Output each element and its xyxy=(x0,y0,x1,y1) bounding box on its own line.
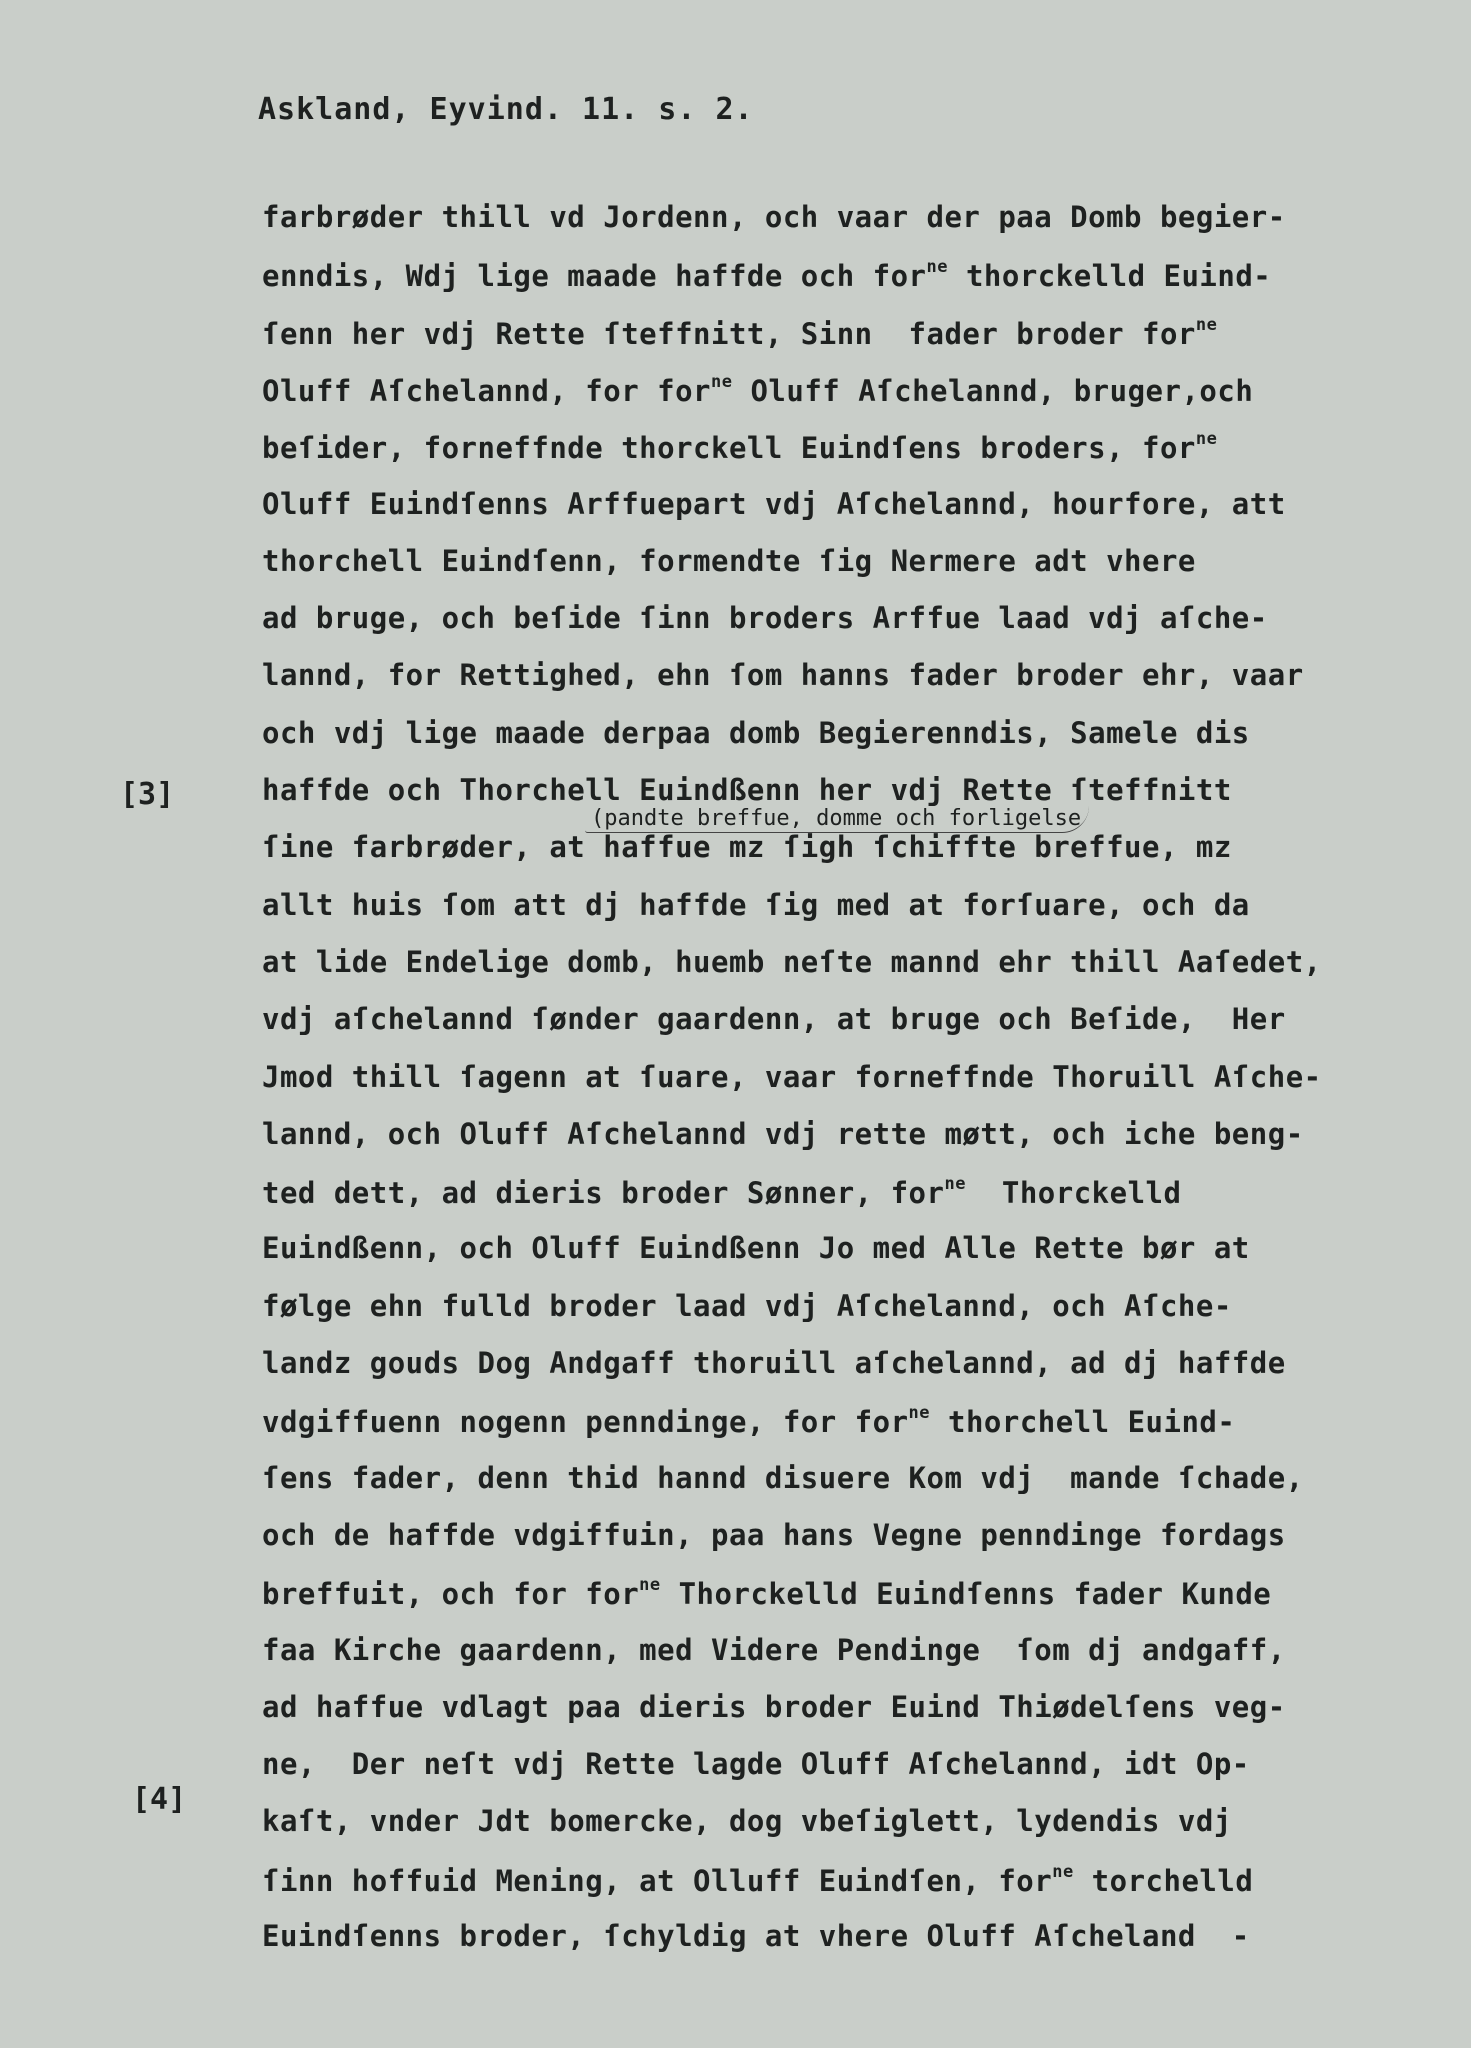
line-text: ad haffue vdlagt paa dieris broder Euind Thiødelſens veg- xyxy=(262,1689,1286,1724)
superscript-abbrev: ne xyxy=(1195,429,1218,450)
line-text: landz gouds Dog Andgaff thoruill aſchelannd, ad dj haffde xyxy=(262,1346,1286,1380)
line-text: och de haffde vdgiffuin, paa hans Vegne penndinge fordags xyxy=(262,1517,1286,1552)
text-line xyxy=(262,1747,1250,1787)
text-line xyxy=(262,945,1322,985)
text-line xyxy=(262,372,1253,412)
superscript-abbrev: ne xyxy=(639,1575,661,1596)
line-text: vdj aſchelannd ſønder gaardenn, at bruge och Beſide, Her xyxy=(262,1002,1286,1037)
text-line xyxy=(262,1461,1304,1501)
text-line xyxy=(262,544,1196,584)
line-text: vdgiffuenn nogenn penndinge, for for xyxy=(262,1405,909,1440)
line-text: breffuit, och for for xyxy=(262,1577,640,1612)
line-text: faa Kirche gaardenn, med Videre Pendinge ſom dj andgaff, xyxy=(262,1632,1286,1667)
line-text: haffde och Thorchell Euindßenn her vdj Rette ſteffnitt xyxy=(262,773,1232,807)
line-text: ſenn her vdj Rette ſteffnitt, Sinn fader broder for xyxy=(262,316,1196,351)
line-text: beſider, forneffnde thorckell Euindſens broders, for xyxy=(262,431,1196,466)
text-line xyxy=(262,1346,1286,1386)
line-text: ſine farbrøder, at haffue mz ſigh ſchiffte breffue, mz xyxy=(262,830,1232,865)
text-line xyxy=(262,830,1232,870)
superscript-abbrev: ne xyxy=(926,257,948,278)
page-header: Askland, Eyvind. 11. s. 2. xyxy=(258,92,754,127)
text-line xyxy=(262,601,1268,641)
superscript-abbrev: ne xyxy=(711,371,733,392)
text-line xyxy=(262,1231,1250,1271)
text-line xyxy=(262,888,1250,928)
line-text-after: thorckelld Euind- xyxy=(948,259,1272,294)
line-text-after: Thorckelld xyxy=(965,1176,1182,1211)
line-text: och vdj lige maade derpaa domb Begierenndis, Samele dis xyxy=(262,715,1250,750)
superscript-abbrev: ne xyxy=(944,1174,966,1195)
handwritten-insertion: (pandte breffue, domme och forligelse xyxy=(585,806,1089,833)
line-text: allt huis ſom att dj haffde ſig med at forſuare, och da xyxy=(262,887,1250,922)
text-line xyxy=(262,1002,1286,1042)
text-line xyxy=(262,716,1250,756)
text-line xyxy=(262,1174,1181,1214)
text-line xyxy=(262,1633,1286,1673)
margin-note-4: [4] xyxy=(132,1782,187,1817)
superscript-abbrev: ne xyxy=(908,1403,931,1424)
superscript-abbrev: ne xyxy=(1052,1861,1074,1882)
line-text: thorchell Euindſenn, formendte ſig Nermere adt vhere xyxy=(262,543,1196,578)
line-text: lannd, och Oluff Aſchelannd vdj rette møtt, och iche beng- xyxy=(262,1116,1304,1151)
line-text: Jmod thill ſagenn at ſuare, vaar forneffnde Thoruill Aſche- xyxy=(262,1059,1322,1094)
line-text-after: Oluff Aſchelannd, bruger,och xyxy=(732,373,1254,408)
line-text: lannd, for Rettighed, ehn ſom hanns fader broder ehr, vaar xyxy=(262,658,1304,693)
text-line xyxy=(262,1289,1232,1329)
text-line xyxy=(262,1804,1232,1844)
line-text: enndis, Wdj lige maade haffde och for xyxy=(262,259,927,294)
line-text: ne, Der neſt vdj Rette lagde Oluff Aſchelannd, idt Op- xyxy=(262,1747,1250,1782)
line-text-after: thorchell Euind- xyxy=(930,1405,1236,1440)
text-line xyxy=(262,315,1217,355)
margin-note-3: [3] xyxy=(120,777,175,812)
line-text: kaſt, vnder Jdt bomercke, dog vbeſiglett, lydendis vdj xyxy=(262,1804,1232,1839)
text-line xyxy=(262,1403,1235,1443)
text-line xyxy=(262,773,1232,813)
text-line xyxy=(262,487,1286,527)
line-text: Euindßenn, och Oluff Euindßenn Jo med Alle Rette bør at xyxy=(262,1231,1250,1266)
line-text: ad bruge, och beſide ſinn broders Arffue laad vdj aſche- xyxy=(262,601,1268,636)
text-line xyxy=(262,1919,1250,1959)
line-text: ſinn hoffuid Mening, at Olluff Euindſen, for xyxy=(262,1863,1053,1898)
superscript-abbrev: ne xyxy=(1195,314,1218,335)
text-line xyxy=(262,1518,1286,1558)
text-line xyxy=(262,1690,1286,1730)
text-line xyxy=(262,1862,1253,1902)
line-text: følge ehn fulld broder laad vdj Aſchelannd, och Aſche- xyxy=(262,1288,1232,1323)
line-text: ted dett, ad dieris broder Sønner, for xyxy=(262,1176,945,1211)
line-text: Oluff Aſchelannd, for for xyxy=(262,373,711,408)
line-text: farbrøder thill vd Jordenn, och vaar der paa Domb begier- xyxy=(262,200,1286,234)
line-text: Oluff Euindſenns Arffuepart vdj Aſchelannd, hourfore, att xyxy=(262,486,1286,521)
text-line xyxy=(262,1117,1304,1157)
text-line xyxy=(262,200,1286,240)
line-text: Euindſenns broder, ſchyldig at vhere Oluff Aſcheland - xyxy=(262,1919,1250,1953)
line-text: at lide Endelige domb, huemb neſte mannd ehr thill Aaſedet, xyxy=(262,944,1322,979)
line-text-after: torchelld xyxy=(1073,1863,1254,1898)
line-text-after: Thorckelld Euindſenns fader Kunde xyxy=(660,1577,1272,1612)
text-line xyxy=(262,1060,1322,1100)
text-line xyxy=(262,257,1271,297)
line-text: ſens fader, denn thid hannd disuere Kom vdj mande ſchade, xyxy=(262,1460,1304,1495)
text-line xyxy=(262,658,1304,698)
text-line xyxy=(262,429,1217,469)
text-line xyxy=(262,1575,1271,1615)
